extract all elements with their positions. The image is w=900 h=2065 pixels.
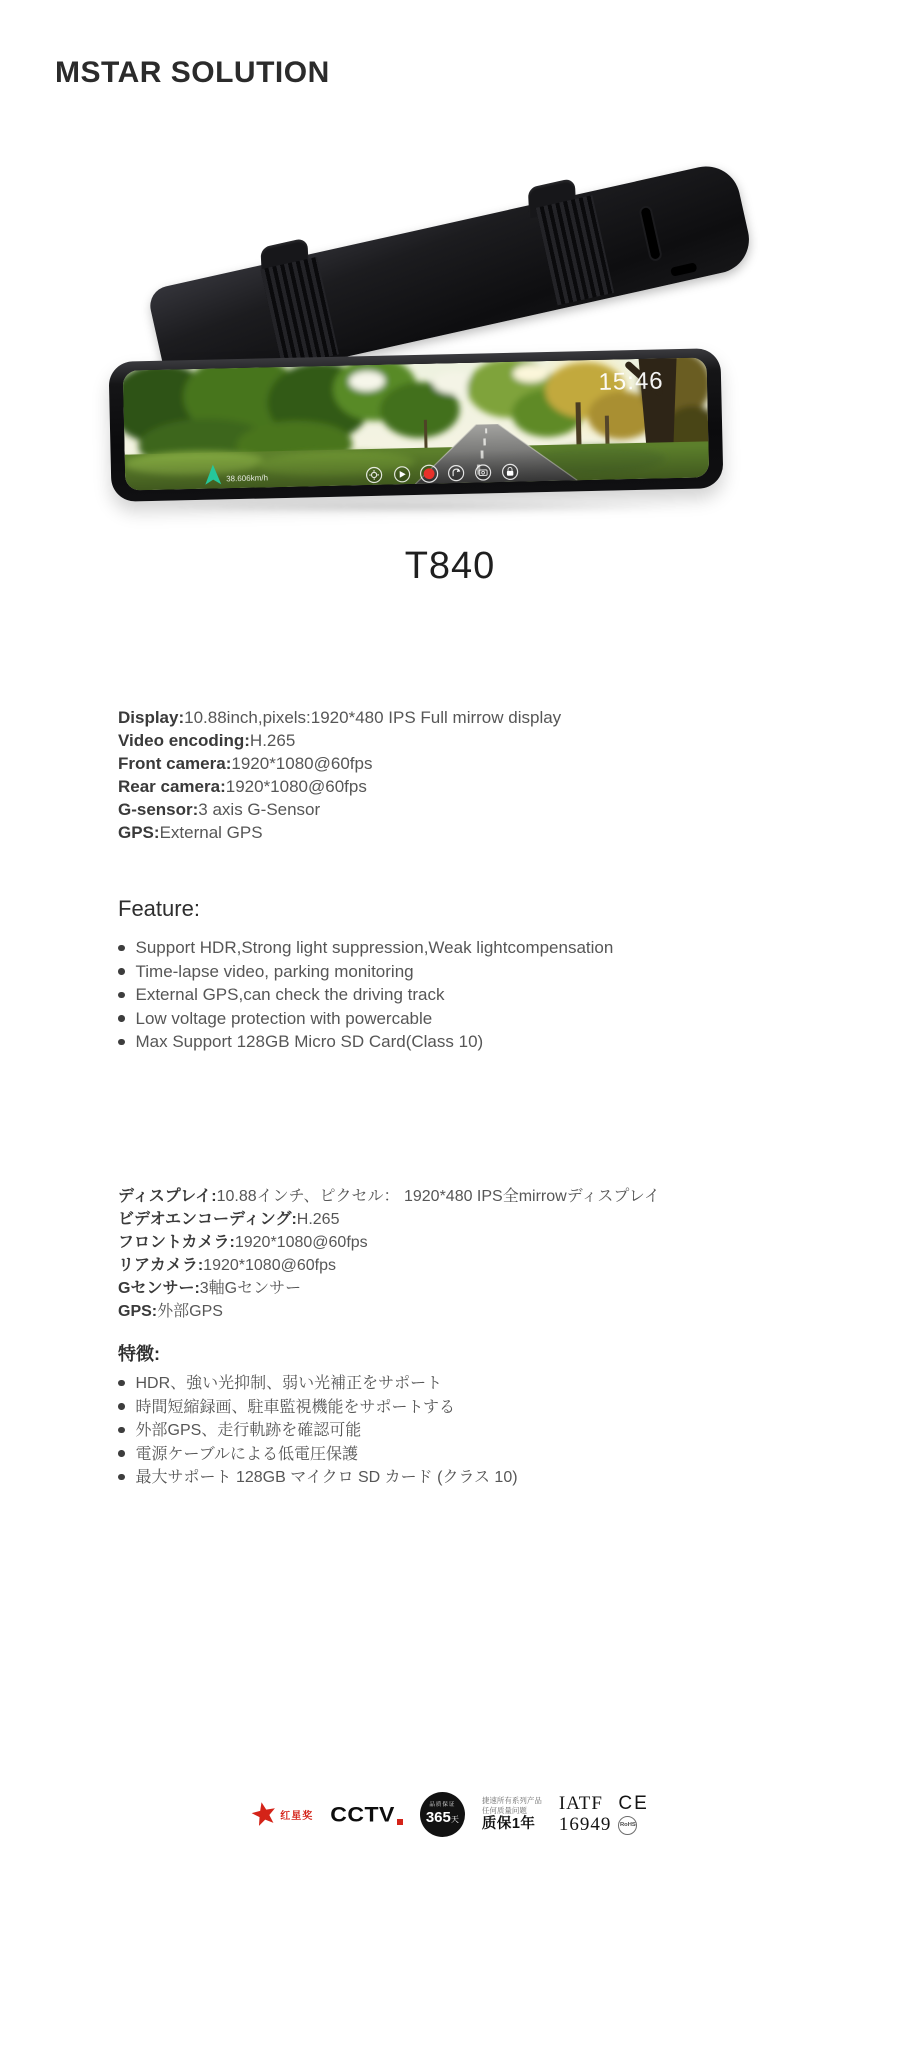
spec-row: Front camera:1920*1080@60fps — [118, 754, 373, 773]
bullet-icon — [118, 1474, 125, 1481]
screen-speed: 38.606km/h — [226, 473, 269, 484]
bullet-icon — [118, 968, 125, 975]
bullet-icon — [118, 1015, 125, 1022]
rohs-badge: RoHS — [618, 1816, 637, 1835]
spec-row: リアカメラ:1920*1080@60fps — [118, 1257, 336, 1274]
quality-365-badge — [420, 1792, 465, 1837]
screen-clock: 15:46 — [598, 367, 664, 396]
red-star-icon — [251, 1801, 277, 1827]
feature-item: Low voltage protection with powercable — [118, 1007, 613, 1031]
feature-item: 時間短縮録画、駐車監視機能をサポートする — [118, 1396, 518, 1420]
feature-item: 最大サポート 128GB マイクロ SD カード (クラス 10) — [118, 1466, 518, 1490]
bullet-icon — [118, 1039, 125, 1046]
spec-row: Video encoding:H.265 — [118, 731, 296, 750]
lock-icon[interactable] — [502, 464, 517, 479]
playback-icon[interactable] — [394, 467, 409, 482]
specs-japanese — [118, 1185, 660, 1323]
red-star-award-badge — [251, 1801, 313, 1827]
bullet-icon — [118, 1427, 125, 1434]
feature-item: 電源ケーブルによる低電圧保護 — [118, 1443, 518, 1467]
features-heading-en: Feature: — [118, 896, 200, 921]
warranty-line-1: 捷速所有系列产品 — [481, 1796, 542, 1806]
speaker-slot — [641, 207, 661, 260]
bullet-icon — [118, 1380, 125, 1387]
certification-badges — [0, 1788, 900, 1840]
spec-row: Gセンサー:3軸Gセンサー — [118, 1280, 302, 1297]
red-star-label: 红星奖 — [280, 1810, 314, 1822]
feature-item: Support HDR,Strong light suppression,Weak lightcompensation — [118, 936, 613, 960]
product-image — [110, 145, 770, 515]
return-icon[interactable] — [448, 465, 463, 480]
features-heading-jp: 特徴: — [118, 1344, 160, 1364]
cctv-label: CCTV — [330, 1801, 395, 1826]
record-icon[interactable] — [420, 465, 437, 482]
feature-item: HDR、強い光抑制、弱い光補正をサポート — [118, 1372, 518, 1396]
spec-row: ディスプレイ:10.88インチ、ピクセル： 1920*480 IPS全mirrowディスプレイ — [118, 1188, 660, 1205]
features-list-jp — [118, 1372, 518, 1490]
iatf-label: IATF — [558, 1793, 603, 1814]
feature-item: Time-lapse video, parking monitoring — [118, 960, 613, 984]
feature-item: 外部GPS、走行軌跡を確認可能 — [118, 1419, 518, 1443]
ce-mark: CE — [618, 1793, 649, 1814]
mirror-display — [123, 357, 710, 490]
iatf-number: 16949 — [558, 1814, 612, 1835]
settings-icon[interactable] — [366, 467, 381, 482]
cctv-dot-icon — [397, 1819, 403, 1825]
feature-item: Max Support 128GB Micro SD Card(Class 10) — [118, 1030, 613, 1054]
spec-row: GPS:External GPS — [118, 823, 263, 842]
spec-row: Display:10.88inch,pixels:1920*480 IPS Full mirrow display — [118, 708, 562, 727]
spec-row: フロントカメラ:1920*1080@60fps — [118, 1234, 368, 1251]
warranty-line-2: 任何质量问题 — [481, 1805, 527, 1815]
screen-scene — [123, 357, 710, 490]
cctv-badge — [330, 1801, 403, 1828]
bullet-icon — [118, 1403, 125, 1410]
bullet-icon — [118, 992, 125, 999]
quality-arc-text: 品质保证 — [429, 1801, 456, 1808]
product-shadow — [150, 501, 690, 513]
quality-number: 365 — [425, 1809, 451, 1827]
bullet-icon — [118, 1450, 125, 1457]
spec-row: GPS:外部GPS — [118, 1303, 223, 1320]
mirror-front-view — [108, 348, 723, 502]
warranty-text-block — [482, 1796, 542, 1832]
features-list-en — [118, 936, 613, 1054]
quality-unit: 天 — [450, 1815, 459, 1825]
model-title: T840 — [404, 545, 496, 587]
strap-bracket — [536, 195, 614, 305]
brand-title: MSTAR SOLUTION — [55, 56, 330, 89]
spec-row: Rear camera:1920*1080@60fps — [118, 777, 367, 796]
bullet-icon — [118, 945, 125, 952]
iatf-ce-rohs-group — [559, 1793, 649, 1835]
spec-row: ビデオエンコーディング:H.265 — [118, 1211, 340, 1228]
spec-row: G-sensor:3 axis G-Sensor — [118, 800, 321, 819]
feature-item: External GPS,can check the driving track — [118, 983, 613, 1007]
specs-english — [118, 706, 561, 844]
strap-bracket — [261, 257, 339, 367]
warranty-line-3: 质保1年 — [481, 1816, 536, 1833]
camera-icon[interactable] — [475, 465, 490, 480]
card-slot — [670, 262, 697, 276]
